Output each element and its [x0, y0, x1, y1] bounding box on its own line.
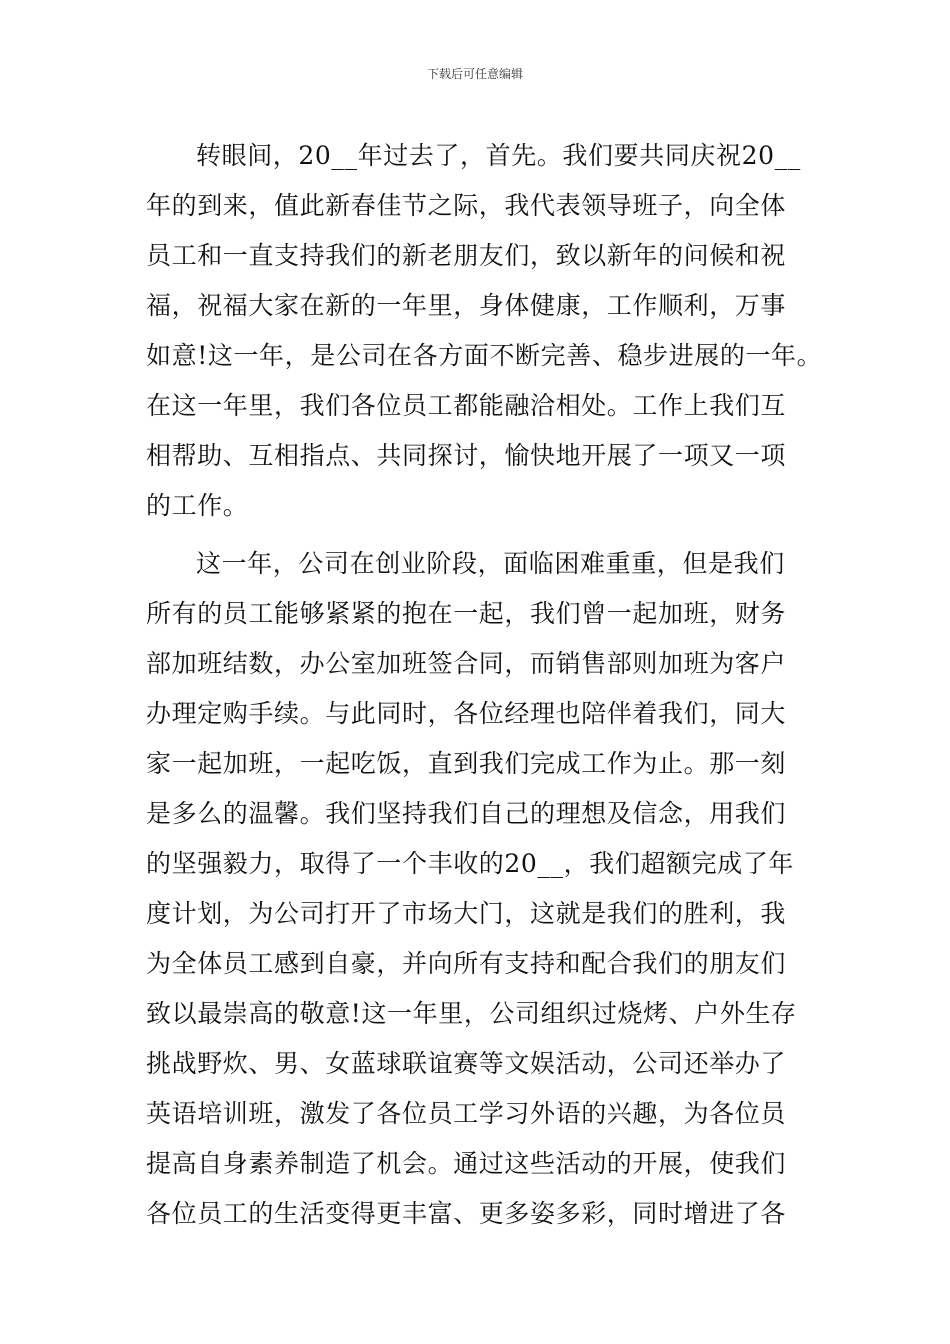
- paragraph: [146, 131, 823, 531]
- text-line: 家一起加班，一起吃饭，直到我们完成工作为止。那一刻: [146, 749, 787, 778]
- text-line: 办理定购手续。与此同时，各位经理也陪伴着我们，同大: [146, 699, 787, 728]
- text-line: 的工作。: [146, 491, 249, 520]
- text-line: 转眼间，20__年过去了，首先。我们要共同庆祝20__: [196, 141, 801, 170]
- paragraph: [146, 539, 810, 1239]
- text-line: 部加班结数，办公室加班签合同，而销售部则加班为客户: [146, 649, 787, 678]
- text-line: 员工和一直支持我们的新老朋友们，致以新年的问候和祝: [146, 241, 787, 270]
- page-header: 下载后可任意编辑: [426, 67, 523, 81]
- text-line: 所有的员工能够紧紧的抱在一起，我们曾一起加班，财务: [146, 599, 787, 628]
- text-line: 英语培训班，激发了各位员工学习外语的兴趣，为各位员: [146, 1099, 787, 1128]
- text-line: 相帮助、互相指点、共同探讨，愉快地开展了一项又一项: [146, 441, 787, 470]
- text-line: 如意!这一年，是公司在各方面不断完善、稳步进展的一年。: [146, 341, 823, 370]
- text-line: 致以最崇高的敬意!这一年里，公司组织过烧烤、户外生存: [146, 999, 797, 1028]
- text-line: 年的到来，值此新春佳节之际，我代表领导班子，向全体: [146, 191, 787, 220]
- text-line: 的坚强毅力，取得了一个丰收的20__，我们超额完成了年: [146, 849, 795, 878]
- text-line: 是多么的温馨。我们坚持我们自己的理想及信念，用我们: [146, 799, 787, 828]
- text-line: 挑战野炊、男、女蓝球联谊赛等文娱活动，公司还举办了: [146, 1049, 787, 1078]
- text-line: 度计划，为公司打开了市场大门，这就是我们的胜利，我: [146, 899, 787, 928]
- document-body: [146, 131, 823, 1239]
- text-line: 提高自身素养制造了机会。通过这些活动的开展，使我们: [146, 1149, 787, 1178]
- text-line: 各位员工的生活变得更丰富、更多姿多彩，同时增进了各: [146, 1199, 787, 1228]
- text-line: 这一年，公司在创业阶段，面临困难重重，但是我们: [196, 549, 785, 578]
- paragraph-gap: [146, 531, 810, 539]
- text-line: 福，祝福大家在新的一年里，身体健康，工作顺利，万事: [146, 291, 787, 320]
- text-line: 在这一年里，我们各位员工都能融洽相处。工作上我们互: [146, 391, 787, 420]
- text-line: 为全体员工感到自豪，并向所有支持和配合我们的朋友们: [146, 949, 787, 978]
